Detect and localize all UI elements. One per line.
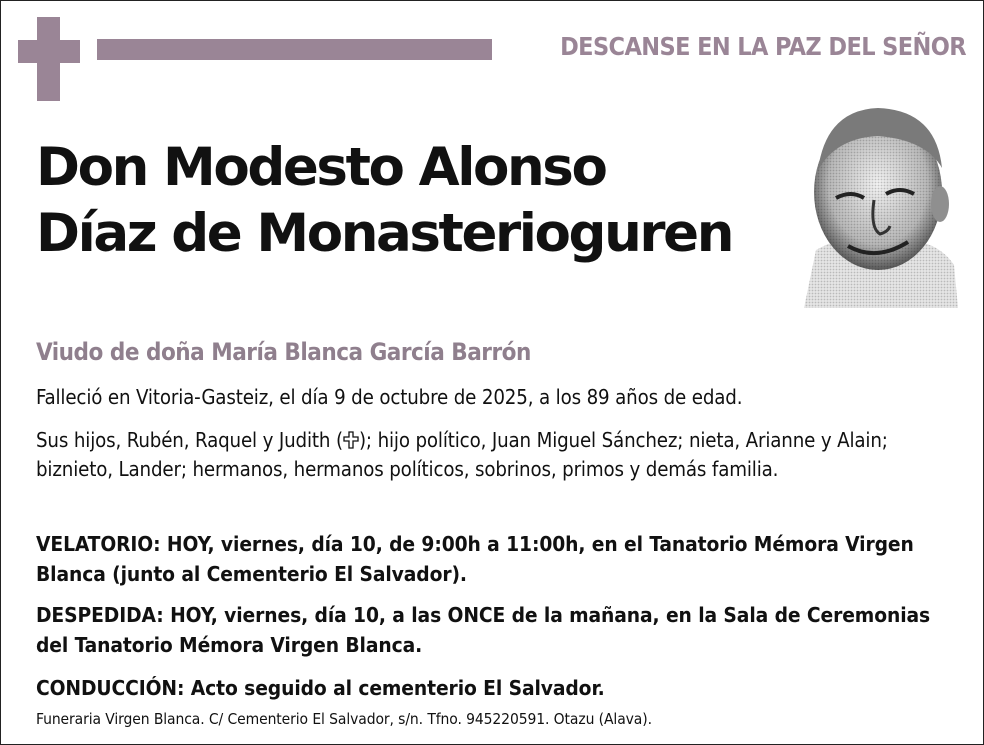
- portrait-photo: [796, 100, 958, 308]
- cross-icon: [343, 431, 359, 449]
- family-text-2: ); hijo político, Juan Miguel Sánchez; nieta, Arianne y Alain; biznieto, Lander; hermanos, hermanos políticos, sobrinos, primos y demás familia.: [36, 428, 888, 481]
- death-notice: Falleció en Vitoria-Gasteiz, el día 9 de octubre de 2025, a los 89 años de edad.: [36, 385, 743, 409]
- deceased-name: [36, 135, 732, 267]
- header-rule: [97, 39, 492, 60]
- farewell-info: DESPEDIDA: HOY, viernes, día 10, a las ONCE de la mañana, en la Sala de Ceremonias del Tanatorio Mémora Virgen Blanca.: [36, 603, 931, 657]
- family-text-1: Sus hijos, Rubén, Raquel y Judith (: [36, 428, 343, 452]
- cross-icon-bar: [18, 40, 80, 63]
- funeral-home-footer: Funeraria Virgen Blanca. C/ Cementerio El Salvador, s/n. Tfno. 945220591. Otazu (Alava).: [36, 710, 652, 728]
- wake-info: VELATORIO: HOY, viernes, día 10, de 9:00h a 11:00h, en el Tanatorio Mémora Virgen Blanca (junto al Cementerio El Salvador).: [36, 532, 914, 586]
- header-motto: DESCANSE EN LA PAZ DEL SEÑOR: [560, 32, 966, 61]
- name-line-1: Don Modesto Alonso: [36, 137, 606, 198]
- procession-info: CONDUCCIÓN: Acto seguido al cementerio El Salvador.: [36, 676, 605, 700]
- name-line-2: Díaz de Monasterioguren: [36, 203, 733, 264]
- deceased-subtitle: Viudo de doña María Blanca García Barrón: [36, 338, 531, 366]
- family-list: [36, 426, 956, 484]
